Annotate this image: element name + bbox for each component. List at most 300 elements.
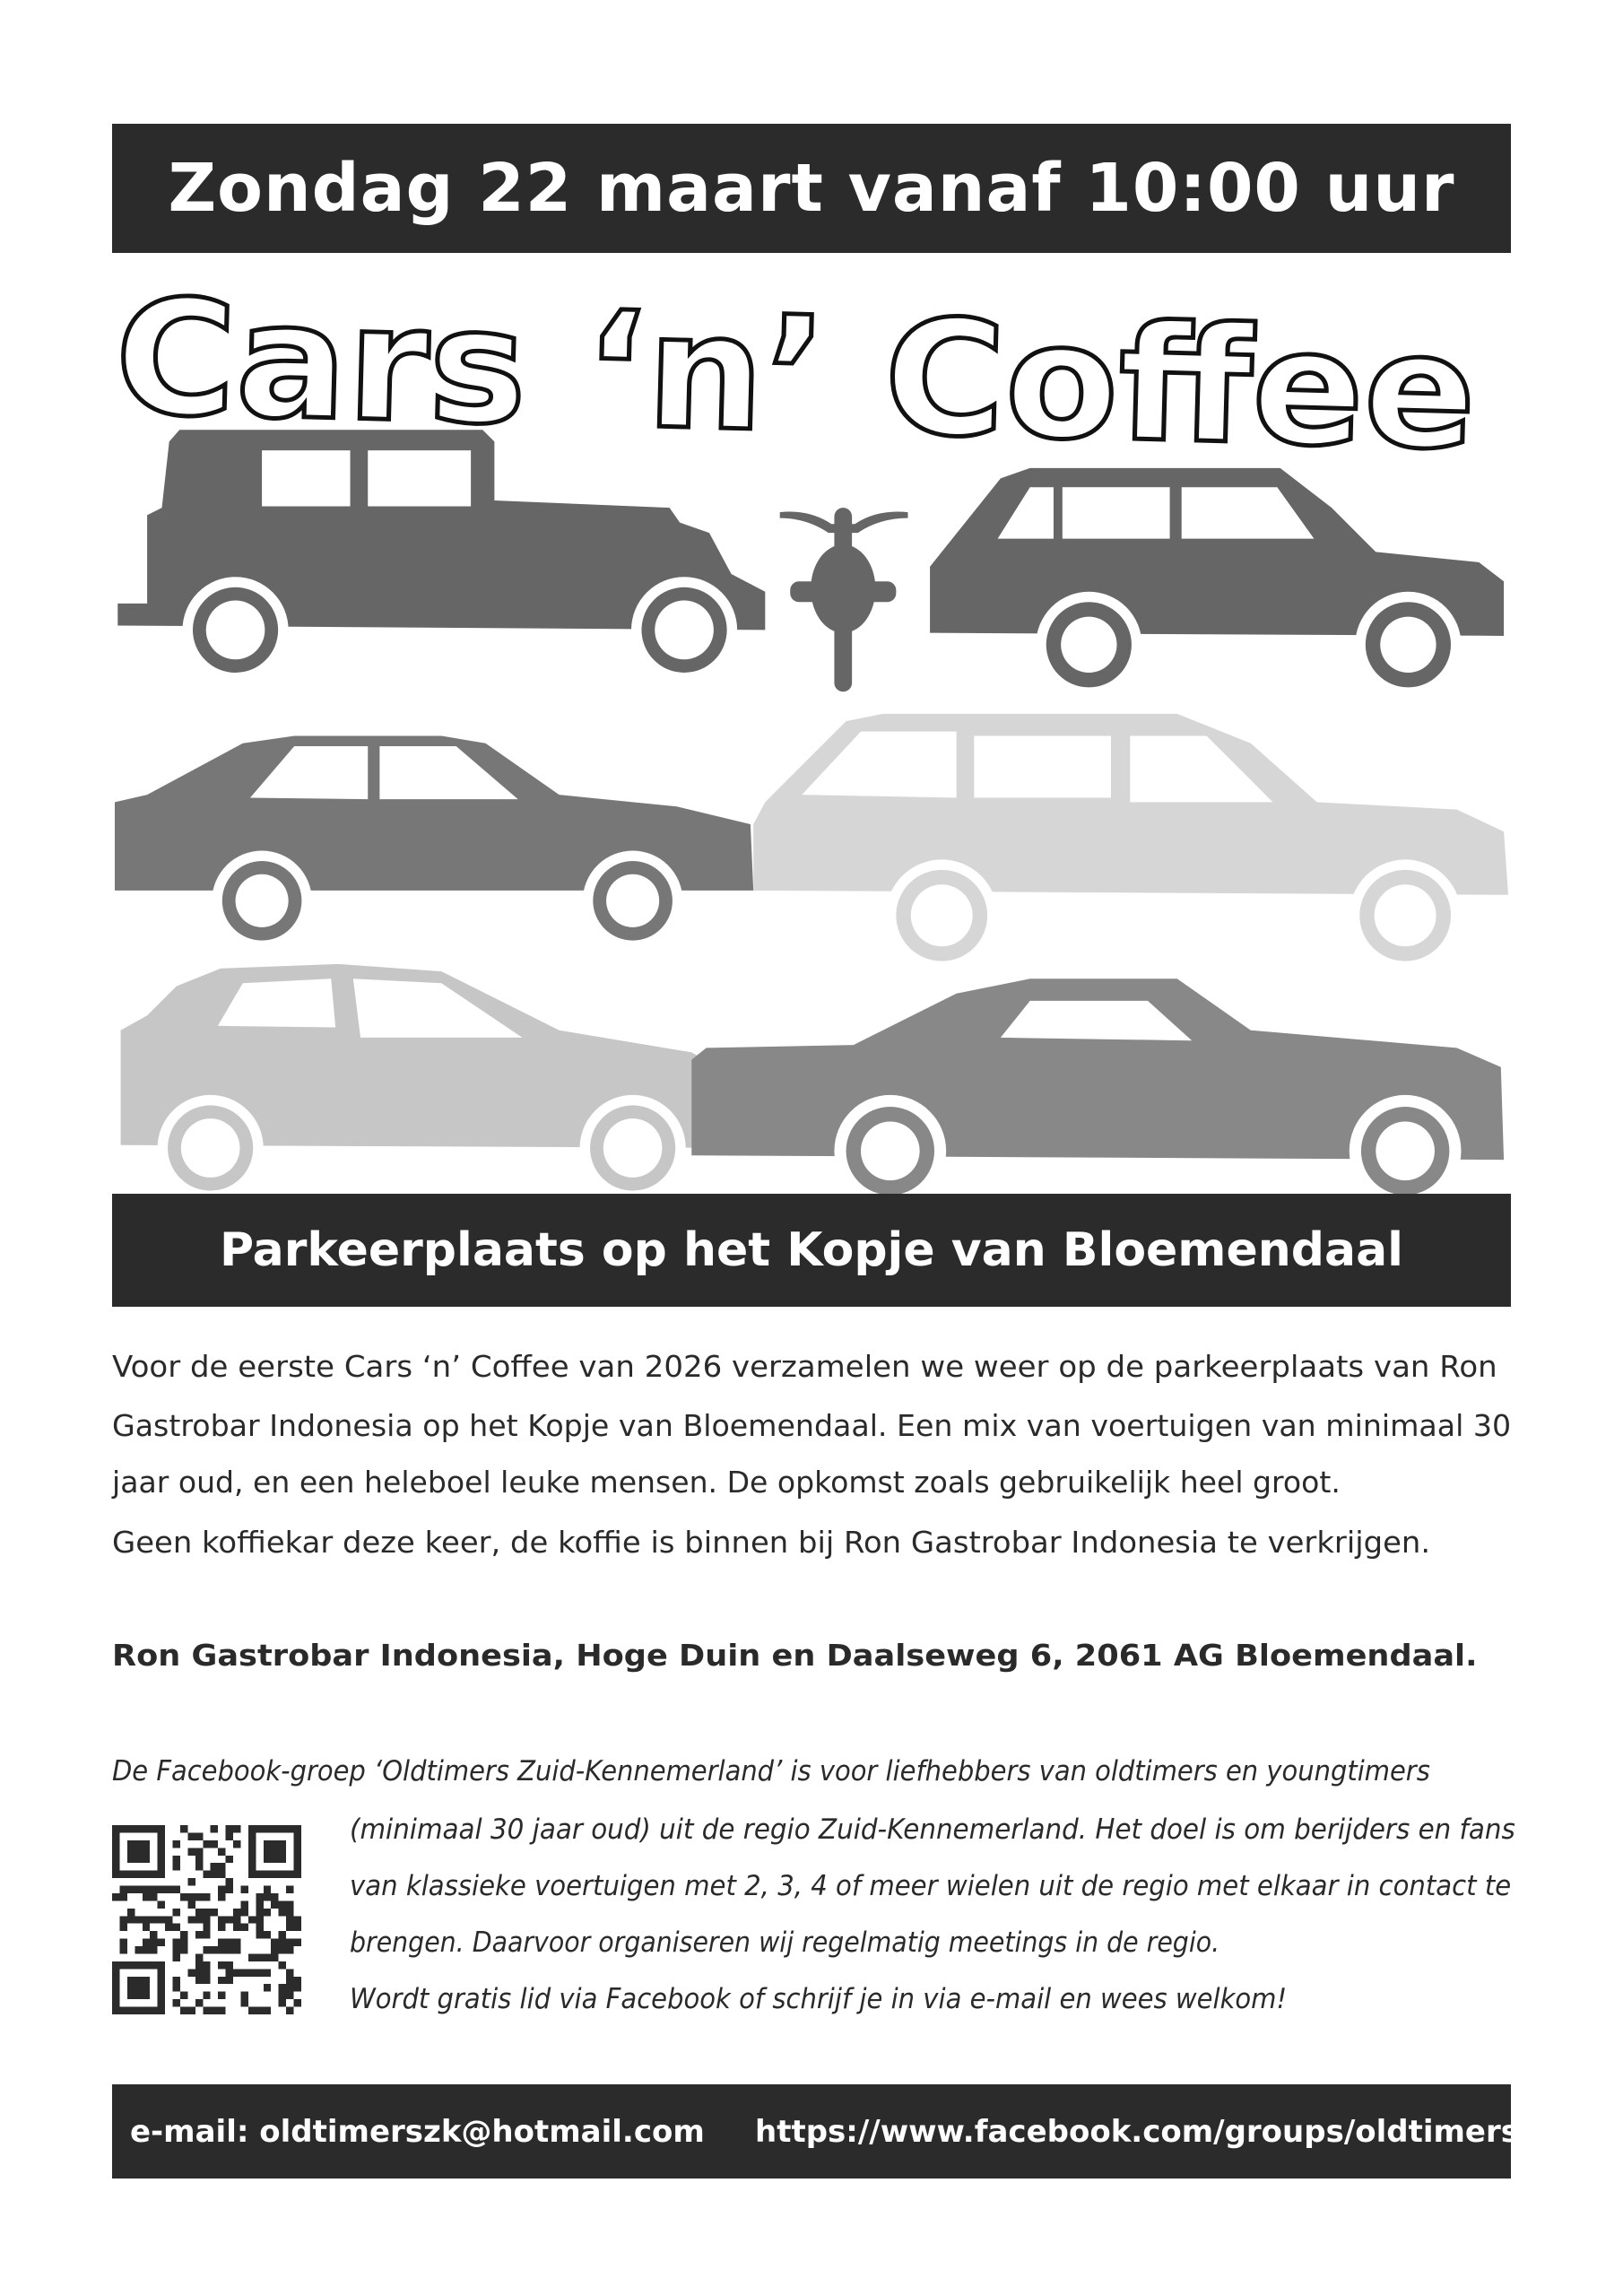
qr-module	[187, 2007, 195, 2014]
cars-n-coffee-logo: Cars ‘n’ Coffee	[112, 265, 1429, 484]
qr-module	[195, 1961, 203, 1969]
qr-module	[173, 1984, 180, 1991]
qr-module	[112, 1832, 119, 1839]
qr-module	[256, 1953, 263, 1961]
qr-module	[112, 1893, 119, 1900]
qr-module	[158, 1863, 165, 1870]
qr-module	[143, 1840, 150, 1848]
qr-module	[158, 1969, 165, 1976]
qr-module	[195, 1909, 203, 1916]
qr-module	[279, 1840, 286, 1848]
qr-module	[248, 1953, 256, 1961]
qr-module	[226, 1969, 233, 1976]
qr-module	[218, 1893, 225, 1900]
qr-module	[264, 1953, 271, 1961]
qr-module	[143, 1893, 150, 1900]
qr-module	[286, 1924, 293, 1931]
date-time-heading: Zondag 22 maart vanaf 10:00 uur	[168, 150, 1455, 227]
qr-module	[143, 1946, 150, 1953]
qr-module	[127, 1961, 135, 1969]
qr-module	[218, 1946, 225, 1953]
qr-module	[211, 1825, 218, 1832]
qr-module	[173, 1953, 180, 1961]
facebook-text-line: Wordt gratis lid via Facebook of schrijf je in via e-mail en wees welkom!	[350, 1983, 1288, 2015]
qr-module	[256, 1825, 263, 1832]
facebook-url-link[interactable]: https://www.facebook.com/groups/oldtimerszk/	[755, 2113, 1568, 2150]
qr-module	[271, 1856, 278, 1863]
qr-module	[119, 1924, 126, 1931]
qr-module	[143, 1825, 150, 1832]
qr-module	[158, 1856, 165, 1863]
qr-module	[158, 1825, 165, 1832]
qr-module	[158, 1832, 165, 1839]
qr-module	[218, 1977, 225, 1984]
facebook-text-line: (minimaal 30 jaar oud) uit de regio Zuid-Kennemerland. Het doel is om berijders en fans	[350, 1813, 1515, 1846]
qr-module	[180, 2007, 187, 2014]
qr-module	[271, 1871, 278, 1878]
qr-module	[195, 1969, 203, 1976]
qr-module	[112, 1863, 119, 1870]
qr-module	[135, 1825, 142, 1832]
qr-module	[294, 1999, 301, 2006]
qr-module	[271, 1900, 278, 1908]
qr-module	[271, 1946, 278, 1953]
qr-module	[203, 1916, 210, 1923]
qr-module	[226, 1961, 233, 1969]
qr-module	[248, 1825, 256, 1832]
qr-module	[119, 1939, 126, 1946]
qr-module	[294, 1871, 301, 1878]
qr-module	[127, 1977, 135, 1984]
qr-module	[256, 1931, 263, 1938]
qr-module	[143, 1924, 150, 1931]
qr-module	[256, 1924, 263, 1931]
qr-module	[248, 1856, 256, 1863]
qr-module	[135, 1992, 142, 1999]
qr-module	[173, 1840, 180, 1848]
qr-module	[150, 1961, 157, 1969]
qr-module	[264, 1909, 271, 1916]
qr-module	[143, 1984, 150, 1991]
qr-module	[203, 1992, 210, 1999]
sedan-car	[115, 736, 753, 952]
qr-module	[127, 1886, 135, 1893]
qr-module	[203, 1840, 210, 1848]
qr-module	[112, 1840, 119, 1848]
qr-module	[173, 1863, 180, 1870]
qr-module	[127, 1992, 135, 1999]
qr-module	[271, 1825, 278, 1832]
qr-module	[143, 1848, 150, 1855]
qr-module	[240, 1900, 247, 1908]
qr-module	[294, 1977, 301, 1984]
qr-module	[264, 2007, 271, 2014]
qr-module	[211, 1863, 218, 1870]
qr-module	[226, 1916, 233, 1923]
qr-module	[203, 1931, 210, 1938]
compact-hatchback	[121, 964, 766, 1201]
qr-module	[218, 1886, 225, 1893]
qr-module	[150, 1939, 157, 1946]
qr-module	[248, 1840, 256, 1848]
intro-line: Geen koffiekar deze keer, de koffie is binnen bij Ron Gastrobar Indonesia te verkrijgen.	[112, 1525, 1431, 1560]
qr-module	[143, 1992, 150, 1999]
qr-module	[180, 1946, 187, 1953]
qr-module	[112, 1848, 119, 1855]
qr-module	[279, 1946, 286, 1953]
qr-module	[187, 1848, 195, 1855]
qr-module	[119, 1961, 126, 1969]
qr-module	[279, 1900, 286, 1908]
qr-module	[286, 1825, 293, 1832]
qr-module	[203, 1961, 210, 1969]
qr-module	[135, 1840, 142, 1848]
qr-module	[233, 1916, 240, 1923]
motorcycle	[780, 508, 908, 691]
qr-module	[211, 1946, 218, 1953]
qr-module	[256, 1916, 263, 1923]
qr-module	[264, 1848, 271, 1855]
qr-module	[233, 1924, 240, 1931]
qr-module	[195, 1863, 203, 1870]
qr-module	[173, 1999, 180, 2006]
qr-module	[256, 1893, 263, 1900]
qr-module	[271, 1953, 278, 1961]
qr-module	[279, 1931, 286, 1938]
qr-module	[279, 1871, 286, 1878]
qr-module	[240, 1886, 247, 1893]
qr-module	[150, 1825, 157, 1832]
qr-module	[240, 1992, 247, 1999]
qr-module	[158, 1961, 165, 1969]
qr-module	[150, 1916, 157, 1923]
qr-module	[211, 2007, 218, 2014]
qr-module	[294, 1916, 301, 1923]
qr-module	[286, 1984, 293, 1991]
qr-module	[286, 1969, 293, 1976]
qr-module	[248, 1969, 256, 1976]
qr-module	[294, 1840, 301, 1848]
station-wagon	[753, 714, 1508, 971]
qr-module	[119, 1886, 126, 1893]
qr-module	[256, 1871, 263, 1878]
qr-module	[256, 1909, 263, 1916]
qr-module	[173, 1977, 180, 1984]
qr-module	[112, 1969, 119, 1976]
qr-module	[127, 1916, 135, 1923]
qr-module	[203, 2007, 210, 2014]
qr-module	[248, 1871, 256, 1878]
address: Ron Gastrobar Indonesia, Hoge Duin en Daalseweg 6, 2061 AG Bloemendaal.	[112, 1638, 1478, 1673]
qr-module	[127, 1848, 135, 1855]
qr-module	[135, 1871, 142, 1878]
qr-module	[135, 1916, 142, 1923]
qr-module	[187, 1916, 195, 1923]
facebook-text-line: van klassieke voertuigen met 2, 3, 4 of meer wielen uit de regio met elkaar in contact te	[350, 1870, 1512, 1902]
qr-module	[294, 1984, 301, 1991]
facebook-text-line: De Facebook-groep ‘Oldtimers Zuid-Kennemerland’ is voor liefhebbers van oldtimers en youngtimers	[112, 1755, 1430, 1787]
qr-module	[187, 1893, 195, 1900]
qr-module	[279, 1992, 286, 1999]
qr-module	[226, 1825, 233, 1832]
qr-module	[187, 1832, 195, 1839]
qr-module	[135, 1961, 142, 1969]
qr-module	[135, 1977, 142, 1984]
qr-module	[240, 1924, 247, 1931]
qr-module	[127, 1984, 135, 1991]
qr-module	[180, 1825, 187, 1832]
qr-module	[127, 1856, 135, 1863]
qr-module	[180, 1893, 187, 1900]
hatchback-car	[930, 468, 1504, 698]
qr-module	[233, 1969, 240, 1976]
qr-module	[112, 1856, 119, 1863]
qr-module	[119, 1825, 126, 1832]
qr-module	[279, 1825, 286, 1832]
qr-module	[286, 1977, 293, 1984]
qr-module	[264, 1886, 271, 1893]
qr-module	[158, 1848, 165, 1855]
intro-line: Voor de eerste Cars ‘n’ Coffee van 2026 verzamelen we weer op de parkeerplaats van Ron	[112, 1349, 1497, 1384]
qr-module	[264, 1856, 271, 1863]
qr-module	[112, 1825, 119, 1832]
qr-module	[264, 1825, 271, 1832]
qr-module	[187, 1878, 195, 1885]
qr-module	[240, 1969, 247, 1976]
qr-module	[294, 1863, 301, 1870]
qr-module	[218, 1916, 225, 1923]
qr-module	[218, 1871, 225, 1878]
qr-module	[112, 1961, 119, 1969]
email-link[interactable]: e-mail: oldtimerszk@hotmail.com	[130, 2113, 705, 2150]
qr-module	[143, 1939, 150, 1946]
facebook-text-line: brengen. Daarvoor organiseren wij regelmatig meetings in de regio.	[350, 1926, 1220, 1959]
qr-module	[226, 1977, 233, 1984]
qr-module	[248, 1832, 256, 1839]
qr-module	[180, 1939, 187, 1946]
qr-module	[279, 1939, 286, 1946]
qr-module	[112, 1999, 119, 2006]
qr-module	[135, 1856, 142, 1863]
qr-module	[143, 1871, 150, 1878]
qr-module	[226, 1832, 233, 1839]
qr-module	[195, 1953, 203, 1961]
qr-module	[233, 1909, 240, 1916]
qr-module	[264, 1840, 271, 1848]
vintage-car	[117, 430, 765, 683]
qr-module	[248, 1848, 256, 1855]
qr-module	[203, 1893, 210, 1900]
qr-module	[158, 1886, 165, 1893]
qr-module	[286, 1992, 293, 1999]
qr-module	[203, 1969, 210, 1976]
qr-module	[143, 1961, 150, 1969]
qr-module	[195, 1848, 203, 1855]
qr-module	[286, 1939, 293, 1946]
qr-module	[279, 1909, 286, 1916]
location-heading: Parkeerplaats op het Kopje van Bloemendaal	[219, 1223, 1404, 1277]
coupe-car	[691, 978, 1504, 1206]
qr-module	[271, 1893, 278, 1900]
qr-module	[211, 1840, 218, 1848]
qr-module	[218, 1992, 225, 1999]
qr-module	[279, 1984, 286, 1991]
qr-module	[248, 1916, 256, 1923]
qr-module	[233, 1946, 240, 1953]
qr-module	[211, 1909, 218, 1916]
qr-module	[271, 1848, 278, 1855]
qr-module	[158, 1916, 165, 1923]
qr-module	[271, 1939, 278, 1946]
qr-module	[195, 1999, 203, 2006]
qr-module	[127, 1825, 135, 1832]
qr-module	[112, 1871, 119, 1878]
qr-module	[127, 1909, 135, 1916]
qr-module	[226, 1856, 233, 1863]
qr-module	[264, 1893, 271, 1900]
qr-module	[248, 1863, 256, 1870]
qr-module	[158, 1939, 165, 1946]
qr-module	[127, 1840, 135, 1848]
qr-module	[119, 1946, 126, 1953]
qr-module	[119, 1916, 126, 1923]
qr-module	[158, 1984, 165, 1991]
qr-module	[195, 1832, 203, 1839]
qr-module	[143, 2007, 150, 2014]
qr-module	[135, 1946, 142, 1953]
qr-module	[203, 1871, 210, 1878]
qr-module	[233, 1939, 240, 1946]
qr-module	[143, 1977, 150, 1984]
qr-module	[173, 1886, 180, 1893]
qr-module	[248, 2007, 256, 2014]
qr-module	[256, 1969, 263, 1976]
qr-module	[226, 1878, 233, 1885]
qr-module	[150, 1886, 157, 1893]
qr-code[interactable]	[112, 1825, 301, 2014]
qr-module	[195, 1856, 203, 1863]
qr-module	[294, 1848, 301, 1855]
qr-module	[195, 1893, 203, 1900]
qr-module	[203, 1946, 210, 1953]
qr-module	[195, 1916, 203, 1923]
qr-module	[150, 1931, 157, 1938]
qr-module	[173, 1946, 180, 1953]
qr-module	[271, 1840, 278, 1848]
qr-module	[173, 1924, 180, 1931]
contact-footer	[112, 2084, 1568, 2179]
qr-module	[286, 1909, 293, 1916]
qr-module	[286, 2007, 293, 2014]
qr-module	[158, 1992, 165, 1999]
qr-module	[218, 1924, 225, 1931]
qr-module	[256, 2007, 263, 2014]
qr-module	[112, 2007, 119, 2014]
qr-module	[294, 1856, 301, 1863]
qr-module	[279, 1856, 286, 1863]
qr-module	[218, 2007, 225, 2014]
qr-module	[264, 1931, 271, 1938]
qr-module	[294, 1924, 301, 1931]
intro-line: jaar oud, en een heleboel leuke mensen. De opkomst zoals gebruikelijk heel groot.	[112, 1465, 1341, 1500]
qr-module	[203, 1924, 210, 1931]
qr-module	[286, 1946, 293, 1953]
qr-module	[218, 1863, 225, 1870]
qr-module	[173, 1909, 180, 1916]
qr-module	[226, 1886, 233, 1893]
qr-module	[165, 1886, 172, 1893]
qr-module	[294, 1939, 301, 1946]
qr-module	[158, 1977, 165, 1984]
qr-module	[286, 1900, 293, 1908]
qr-module	[150, 2007, 157, 2014]
qr-module	[165, 1916, 172, 1923]
qr-module	[218, 1848, 225, 1855]
qr-module	[119, 2007, 126, 2014]
qr-module	[150, 1893, 157, 1900]
qr-module	[187, 1969, 195, 1976]
qr-module	[143, 1886, 150, 1893]
qr-module	[240, 1999, 247, 2006]
qr-module	[173, 1856, 180, 1863]
qr-module	[294, 1832, 301, 1839]
qr-module	[218, 1961, 225, 1969]
qr-module	[150, 1946, 157, 1953]
qr-module	[187, 1900, 195, 1908]
qr-module	[127, 1871, 135, 1878]
qr-module	[143, 1856, 150, 1863]
qr-module	[195, 1931, 203, 1938]
qr-module	[233, 1840, 240, 1848]
qr-module	[135, 1984, 142, 1991]
qr-module	[135, 1848, 142, 1855]
qr-module	[226, 1939, 233, 1946]
qr-module	[279, 1848, 286, 1855]
qr-module	[218, 1939, 225, 1946]
qr-module	[112, 1977, 119, 1984]
qr-module	[158, 1999, 165, 2006]
qr-module	[158, 2007, 165, 2014]
location-banner	[112, 1194, 1511, 1307]
qr-module	[226, 1946, 233, 1953]
qr-module	[286, 1871, 293, 1878]
qr-module	[286, 1916, 293, 1923]
qr-module	[165, 1924, 172, 1931]
qr-module	[158, 1840, 165, 1848]
qr-module	[112, 1984, 119, 1991]
qr-module	[279, 1999, 286, 2006]
qr-module	[135, 1886, 142, 1893]
qr-module	[240, 1909, 247, 1916]
qr-module	[119, 1893, 126, 1900]
qr-module	[264, 1984, 271, 1991]
qr-module	[279, 1961, 286, 1969]
qr-module	[256, 1900, 263, 1908]
qr-module	[264, 1969, 271, 1976]
qr-module	[173, 1939, 180, 1946]
qr-module	[127, 2007, 135, 2014]
qr-module	[294, 1825, 301, 1832]
qr-module	[119, 1871, 126, 1878]
qr-module	[135, 2007, 142, 2014]
qr-module	[180, 1992, 187, 1999]
qr-module	[195, 1977, 203, 1984]
qr-module	[143, 1916, 150, 1923]
qr-module	[112, 1992, 119, 1999]
qr-module	[150, 1871, 157, 1878]
qr-module	[264, 1871, 271, 1878]
qr-module	[211, 1871, 218, 1878]
